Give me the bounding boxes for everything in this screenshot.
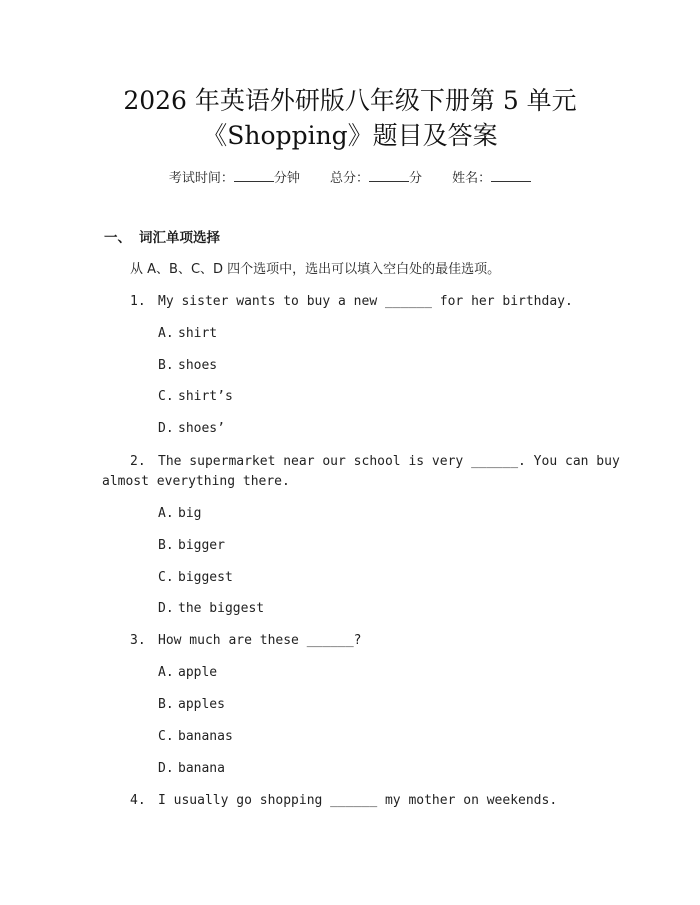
option-text: shirt [178,326,218,341]
question-1 [130,293,573,311]
question-2-continuation: almost everything there. [102,474,290,489]
option-letter: B. [158,538,174,553]
option-letter: A. [158,665,174,680]
option-text: apples [178,697,225,712]
score-label: 总分： [329,171,369,186]
option-text: shoes’ [178,421,225,436]
question-number: 1. [130,294,146,309]
question-2-option-b [158,537,225,555]
time-label: 考试时间： [168,171,234,186]
question-number: 4. [130,793,146,808]
option-letter: B. [158,697,174,712]
option-text: shirt’s [178,389,233,404]
name-blank [491,169,531,182]
document-title-line2: 《Shopping》题目及答案 [202,121,498,150]
section-heading [104,229,220,247]
section-title: 词汇单项选择 [139,230,220,246]
option-letter: C. [158,389,174,404]
option-letter: C. [158,570,174,585]
score-blank [369,169,409,182]
question-3-option-c [158,728,233,746]
question-1-option-b [158,357,217,375]
section-number: 一、 [104,230,131,246]
question-1-option-c [158,388,233,406]
option-letter: D. [158,761,174,776]
score-unit: 分 [409,171,423,186]
option-letter: D. [158,421,174,436]
question-3-option-a [158,664,217,682]
question-2-option-c [158,569,233,587]
name-label: 姓名： [452,171,492,186]
question-3-option-b [158,696,225,714]
option-letter: A. [158,326,174,341]
question-number: 2. [130,454,146,469]
question-2-option-d [158,600,264,618]
instruction-text: 从 A、B、C、D 四个选项中，选出可以填入空白处的最佳选项。 [130,262,501,277]
question-1-option-a [158,325,217,343]
option-text: the biggest [178,601,265,616]
option-text: big [178,506,202,521]
option-letter: B. [158,358,174,373]
time-blank [234,169,274,182]
question-3 [130,632,362,650]
time-unit: 分钟 [273,171,300,186]
option-text: banana [178,761,225,776]
question-3-option-d [158,760,225,778]
option-text: bigger [178,538,225,553]
option-text: apple [178,665,218,680]
option-text: shoes [178,358,218,373]
question-text: How much are these ______? [158,633,362,648]
option-letter: D. [158,601,174,616]
question-text: My sister wants to buy a new ______ for her birthday. [158,294,573,309]
question-text: I usually go shopping ______ my mother on weekends. [158,793,558,808]
exam-meta [0,169,700,188]
option-text: bananas [178,729,233,744]
document-title-line1: 2026 年英语外研版八年级下册第 5 单元 [123,86,577,115]
option-letter: C. [158,729,174,744]
question-2-option-a [158,505,201,523]
question-1-option-d [158,420,225,438]
option-text: biggest [178,570,233,585]
question-number: 3. [130,633,146,648]
option-letter: A. [158,506,174,521]
question-text: The supermarket near our school is very ______. You can buy [158,454,620,469]
question-2 [130,453,620,471]
question-4 [130,792,557,810]
